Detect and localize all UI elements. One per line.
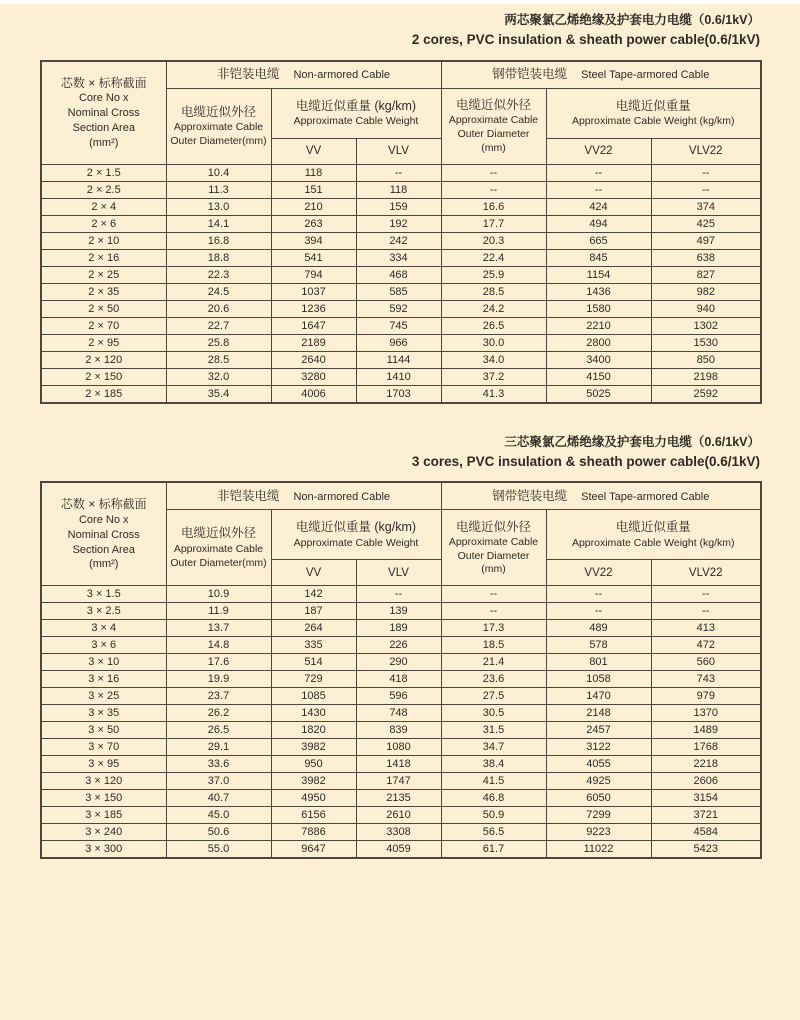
- spec-cell: 2 × 185: [41, 385, 166, 403]
- value-cell: 32.0: [166, 368, 271, 385]
- value-cell: 14.8: [166, 637, 271, 654]
- spec-cell: 2 × 25: [41, 266, 166, 283]
- header-steel-group: 钢带铠装电缆 Steel Tape-armored Cable: [441, 482, 761, 510]
- header-core-cell: 芯数 × 标称截面 Core No x Nominal Cross Section Area (mm²): [41, 61, 166, 165]
- value-cell: 1302: [651, 317, 761, 334]
- value-cell: 2606: [651, 773, 761, 790]
- value-cell: --: [651, 586, 761, 603]
- value-cell: --: [441, 603, 546, 620]
- spec-cell: 2 × 95: [41, 334, 166, 351]
- spec-cell: 3 × 185: [41, 807, 166, 824]
- table-title-en: 3 cores, PVC insulation & sheath power cable(0.6/1kV): [411, 454, 760, 469]
- spec-cell: 3 × 6: [41, 637, 166, 654]
- spec-cell: 3 × 70: [41, 739, 166, 756]
- value-cell: --: [651, 164, 761, 181]
- value-cell: 55.0: [166, 841, 271, 859]
- table-title-en: 2 cores, PVC insulation & sheath power cable(0.6/1kV): [411, 32, 760, 48]
- header-weight-steel: 电缆近似重量 Approximate Cable Weight (kg/km): [546, 510, 761, 560]
- spec-cell: 3 × 150: [41, 790, 166, 807]
- table-title-3core: [40, 433, 760, 473]
- value-cell: 264: [271, 620, 356, 637]
- value-cell: 413: [651, 620, 761, 637]
- spec-cell: 2 × 4: [41, 198, 166, 215]
- value-cell: 189: [356, 620, 441, 637]
- value-cell: 3400: [546, 351, 651, 368]
- value-cell: 4059: [356, 841, 441, 859]
- value-cell: 3982: [271, 739, 356, 756]
- value-cell: --: [651, 603, 761, 620]
- value-cell: 9223: [546, 824, 651, 841]
- value-cell: 187: [271, 603, 356, 620]
- header-weight-nonarmored: 电缆近似重量 (kg/km) Approximate Cable Weight: [271, 88, 441, 138]
- value-cell: 468: [356, 266, 441, 283]
- value-cell: 6156: [271, 807, 356, 824]
- value-cell: 263: [271, 215, 356, 232]
- spec-cell: 2 × 10: [41, 232, 166, 249]
- table-title-zh: 两芯聚氯乙烯绝缘及护套电力电缆（0.6/1kV）: [504, 13, 760, 27]
- spec-cell: 3 × 16: [41, 671, 166, 688]
- spec-cell: 2 × 50: [41, 300, 166, 317]
- value-cell: 7886: [271, 824, 356, 841]
- spec-cell: 3 × 95: [41, 756, 166, 773]
- value-cell: 4584: [651, 824, 761, 841]
- value-cell: 9647: [271, 841, 356, 859]
- header-vv: VV: [271, 560, 356, 586]
- table-row: [41, 351, 761, 368]
- value-cell: 27.5: [441, 688, 546, 705]
- table-row: [41, 334, 761, 351]
- value-cell: 61.7: [441, 841, 546, 859]
- value-cell: --: [441, 181, 546, 198]
- header-row-groups: [41, 61, 761, 89]
- value-cell: 30.5: [441, 705, 546, 722]
- value-cell: 16.8: [166, 232, 271, 249]
- value-cell: 585: [356, 283, 441, 300]
- value-cell: 6050: [546, 790, 651, 807]
- table-title-2core: [40, 11, 760, 51]
- spec-cell: 2 × 70: [41, 317, 166, 334]
- value-cell: 334: [356, 249, 441, 266]
- value-cell: 1418: [356, 756, 441, 773]
- value-cell: 3280: [271, 368, 356, 385]
- value-cell: 560: [651, 654, 761, 671]
- header-vlv22: VLV22: [651, 560, 761, 586]
- value-cell: 31.5: [441, 722, 546, 739]
- table-row: [41, 756, 761, 773]
- cable-table-3core: [40, 481, 762, 859]
- value-cell: 2457: [546, 722, 651, 739]
- section-3core: [40, 433, 760, 860]
- spec-cell: 3 × 300: [41, 841, 166, 859]
- value-cell: 845: [546, 249, 651, 266]
- value-cell: 1037: [271, 283, 356, 300]
- spec-cell: 2 × 16: [41, 249, 166, 266]
- value-cell: 2610: [356, 807, 441, 824]
- value-cell: 22.3: [166, 266, 271, 283]
- value-cell: 13.7: [166, 620, 271, 637]
- page-top-strip: [0, 0, 800, 4]
- value-cell: 35.4: [166, 385, 271, 403]
- page-content: [0, 11, 800, 859]
- value-cell: 14.1: [166, 215, 271, 232]
- value-cell: 56.5: [441, 824, 546, 841]
- value-cell: 514: [271, 654, 356, 671]
- header-od-steel: 电缆近似外径 Approximate Cable Outer Diameter (mm): [441, 88, 546, 164]
- value-cell: 28.5: [441, 283, 546, 300]
- value-cell: --: [546, 586, 651, 603]
- header-od-nonarmored: 电缆近似外径 Approximate Cable Outer Diameter(mm): [166, 510, 271, 586]
- value-cell: 1058: [546, 671, 651, 688]
- value-cell: 801: [546, 654, 651, 671]
- value-cell: 50.6: [166, 824, 271, 841]
- header-od-nonarmored: 电缆近似外径 Approximate Cable Outer Diameter(mm): [166, 88, 271, 164]
- table-row: [41, 841, 761, 859]
- value-cell: 24.5: [166, 283, 271, 300]
- spec-cell: 3 × 10: [41, 654, 166, 671]
- header-vlv: VLV: [356, 560, 441, 586]
- value-cell: 3308: [356, 824, 441, 841]
- value-cell: 40.7: [166, 790, 271, 807]
- cable-table-2core: [40, 60, 762, 404]
- value-cell: 18.5: [441, 637, 546, 654]
- value-cell: 745: [356, 317, 441, 334]
- value-cell: 226: [356, 637, 441, 654]
- value-cell: 1747: [356, 773, 441, 790]
- value-cell: 29.1: [166, 739, 271, 756]
- value-cell: 4950: [271, 790, 356, 807]
- value-cell: 497: [651, 232, 761, 249]
- value-cell: 23.6: [441, 671, 546, 688]
- value-cell: 11022: [546, 841, 651, 859]
- value-cell: 425: [651, 215, 761, 232]
- value-cell: 26.2: [166, 705, 271, 722]
- table-row: [41, 688, 761, 705]
- table-row: [41, 620, 761, 637]
- value-cell: --: [546, 603, 651, 620]
- value-cell: 25.9: [441, 266, 546, 283]
- value-cell: 839: [356, 722, 441, 739]
- value-cell: 1820: [271, 722, 356, 739]
- value-cell: 20.6: [166, 300, 271, 317]
- value-cell: 1436: [546, 283, 651, 300]
- value-cell: 827: [651, 266, 761, 283]
- value-cell: 982: [651, 283, 761, 300]
- header-weight-nonarmored: 电缆近似重量 (kg/km) Approximate Cable Weight: [271, 510, 441, 560]
- value-cell: 25.8: [166, 334, 271, 351]
- value-cell: 1530: [651, 334, 761, 351]
- table-row: [41, 603, 761, 620]
- value-cell: 33.6: [166, 756, 271, 773]
- value-cell: 1768: [651, 739, 761, 756]
- table-row: [41, 722, 761, 739]
- spec-cell: 3 × 25: [41, 688, 166, 705]
- value-cell: 2210: [546, 317, 651, 334]
- value-cell: 41.5: [441, 773, 546, 790]
- value-cell: --: [356, 586, 441, 603]
- value-cell: 16.6: [441, 198, 546, 215]
- value-cell: 22.4: [441, 249, 546, 266]
- header-weight-steel: 电缆近似重量 Approximate Cable Weight (kg/km): [546, 88, 761, 138]
- value-cell: 34.7: [441, 739, 546, 756]
- table-row: [41, 164, 761, 181]
- value-cell: 979: [651, 688, 761, 705]
- value-cell: 3154: [651, 790, 761, 807]
- header-vv22: VV22: [546, 138, 651, 164]
- table-row: [41, 300, 761, 317]
- value-cell: 638: [651, 249, 761, 266]
- value-cell: 1236: [271, 300, 356, 317]
- value-cell: 4925: [546, 773, 651, 790]
- table-title-zh: 三芯聚氯乙烯绝缘及护套电力电缆（0.6/1kV）: [504, 434, 760, 449]
- value-cell: 24.2: [441, 300, 546, 317]
- value-cell: 3982: [271, 773, 356, 790]
- spec-cell: 3 × 2.5: [41, 603, 166, 620]
- spec-cell: 2 × 120: [41, 351, 166, 368]
- value-cell: 22.7: [166, 317, 271, 334]
- value-cell: 11.3: [166, 181, 271, 198]
- table-row: [41, 705, 761, 722]
- value-cell: 394: [271, 232, 356, 249]
- header-nonarmored-group: 非铠装电缆 Non-armored Cable: [166, 482, 441, 510]
- value-cell: 2592: [651, 385, 761, 403]
- spec-cell: 2 × 6: [41, 215, 166, 232]
- table-row: [41, 773, 761, 790]
- value-cell: 1703: [356, 385, 441, 403]
- value-cell: 118: [356, 181, 441, 198]
- spec-cell: 3 × 240: [41, 824, 166, 841]
- value-cell: 159: [356, 198, 441, 215]
- spec-cell: 3 × 120: [41, 773, 166, 790]
- value-cell: 7299: [546, 807, 651, 824]
- value-cell: 1410: [356, 368, 441, 385]
- value-cell: 13.0: [166, 198, 271, 215]
- value-cell: 17.6: [166, 654, 271, 671]
- value-cell: 2218: [651, 756, 761, 773]
- value-cell: 743: [651, 671, 761, 688]
- spec-cell: 3 × 35: [41, 705, 166, 722]
- value-cell: 2135: [356, 790, 441, 807]
- header-vv: VV: [271, 138, 356, 164]
- header-vlv22: VLV22: [651, 138, 761, 164]
- value-cell: 26.5: [441, 317, 546, 334]
- value-cell: 23.7: [166, 688, 271, 705]
- spec-cell: 2 × 150: [41, 368, 166, 385]
- value-cell: 4150: [546, 368, 651, 385]
- value-cell: 418: [356, 671, 441, 688]
- value-cell: 1085: [271, 688, 356, 705]
- value-cell: 596: [356, 688, 441, 705]
- value-cell: 151: [271, 181, 356, 198]
- value-cell: 1080: [356, 739, 441, 756]
- value-cell: 30.0: [441, 334, 546, 351]
- value-cell: 3721: [651, 807, 761, 824]
- value-cell: 38.4: [441, 756, 546, 773]
- value-cell: 45.0: [166, 807, 271, 824]
- value-cell: 2148: [546, 705, 651, 722]
- value-cell: 17.7: [441, 215, 546, 232]
- spec-cell: 3 × 50: [41, 722, 166, 739]
- value-cell: 37.2: [441, 368, 546, 385]
- value-cell: 4006: [271, 385, 356, 403]
- value-cell: 850: [651, 351, 761, 368]
- value-cell: 139: [356, 603, 441, 620]
- header-nonarmored-group: 非铠装电缆 Non-armored Cable: [166, 61, 441, 89]
- header-core-cell: 芯数 × 标称截面 Core No x Nominal Cross Section Area (mm²): [41, 482, 166, 586]
- table-row: [41, 654, 761, 671]
- value-cell: 489: [546, 620, 651, 637]
- value-cell: 966: [356, 334, 441, 351]
- value-cell: 729: [271, 671, 356, 688]
- value-cell: 17.3: [441, 620, 546, 637]
- section-2core: [40, 11, 760, 404]
- value-cell: 1144: [356, 351, 441, 368]
- value-cell: 46.8: [441, 790, 546, 807]
- value-cell: 374: [651, 198, 761, 215]
- table-row: [41, 198, 761, 215]
- value-cell: --: [651, 181, 761, 198]
- value-cell: --: [546, 164, 651, 181]
- table-row: [41, 824, 761, 841]
- table-row: [41, 368, 761, 385]
- value-cell: 4055: [546, 756, 651, 773]
- table-row: [41, 215, 761, 232]
- value-cell: 494: [546, 215, 651, 232]
- header-od-steel: 电缆近似外径 Approximate Cable Outer Diameter (mm): [441, 510, 546, 586]
- value-cell: 5423: [651, 841, 761, 859]
- spec-cell: 2 × 2.5: [41, 181, 166, 198]
- table-row: [41, 807, 761, 824]
- table-row: [41, 637, 761, 654]
- table-row: [41, 385, 761, 403]
- value-cell: 665: [546, 232, 651, 249]
- value-cell: 10.9: [166, 586, 271, 603]
- value-cell: 2800: [546, 334, 651, 351]
- table-row: [41, 317, 761, 334]
- header-vlv: VLV: [356, 138, 441, 164]
- value-cell: 1647: [271, 317, 356, 334]
- value-cell: --: [441, 164, 546, 181]
- value-cell: 20.3: [441, 232, 546, 249]
- value-cell: 19.9: [166, 671, 271, 688]
- value-cell: 50.9: [441, 807, 546, 824]
- value-cell: 1489: [651, 722, 761, 739]
- spec-cell: 3 × 1.5: [41, 586, 166, 603]
- value-cell: 940: [651, 300, 761, 317]
- value-cell: 3122: [546, 739, 651, 756]
- value-cell: 242: [356, 232, 441, 249]
- value-cell: 1580: [546, 300, 651, 317]
- value-cell: 41.3: [441, 385, 546, 403]
- value-cell: 11.9: [166, 603, 271, 620]
- value-cell: 5025: [546, 385, 651, 403]
- value-cell: 794: [271, 266, 356, 283]
- value-cell: --: [441, 586, 546, 603]
- value-cell: 424: [546, 198, 651, 215]
- table-row: [41, 671, 761, 688]
- value-cell: 578: [546, 637, 651, 654]
- table-row: [41, 790, 761, 807]
- table-row: [41, 739, 761, 756]
- value-cell: 1470: [546, 688, 651, 705]
- value-cell: 2198: [651, 368, 761, 385]
- value-cell: 34.0: [441, 351, 546, 368]
- value-cell: 118: [271, 164, 356, 181]
- value-cell: 18.8: [166, 249, 271, 266]
- table-row: [41, 283, 761, 300]
- header-vv22: VV22: [546, 560, 651, 586]
- spec-cell: 2 × 35: [41, 283, 166, 300]
- table-row: [41, 181, 761, 198]
- table-row: [41, 249, 761, 266]
- value-cell: 541: [271, 249, 356, 266]
- value-cell: 1154: [546, 266, 651, 283]
- value-cell: 192: [356, 215, 441, 232]
- header-row-groups: [41, 482, 761, 510]
- value-cell: 21.4: [441, 654, 546, 671]
- value-cell: 28.5: [166, 351, 271, 368]
- value-cell: 10.4: [166, 164, 271, 181]
- table-row: [41, 586, 761, 603]
- value-cell: 210: [271, 198, 356, 215]
- value-cell: 1430: [271, 705, 356, 722]
- spec-cell: 3 × 4: [41, 620, 166, 637]
- table-row: [41, 266, 761, 283]
- value-cell: 2189: [271, 334, 356, 351]
- value-cell: 290: [356, 654, 441, 671]
- value-cell: --: [356, 164, 441, 181]
- value-cell: 335: [271, 637, 356, 654]
- value-cell: 592: [356, 300, 441, 317]
- value-cell: --: [546, 181, 651, 198]
- value-cell: 26.5: [166, 722, 271, 739]
- value-cell: 142: [271, 586, 356, 603]
- value-cell: 2640: [271, 351, 356, 368]
- header-steel-group: 钢带铠装电缆 Steel Tape-armored Cable: [441, 61, 761, 89]
- value-cell: 472: [651, 637, 761, 654]
- value-cell: 1370: [651, 705, 761, 722]
- value-cell: 950: [271, 756, 356, 773]
- value-cell: 748: [356, 705, 441, 722]
- spec-cell: 2 × 1.5: [41, 164, 166, 181]
- table-row: [41, 232, 761, 249]
- value-cell: 37.0: [166, 773, 271, 790]
